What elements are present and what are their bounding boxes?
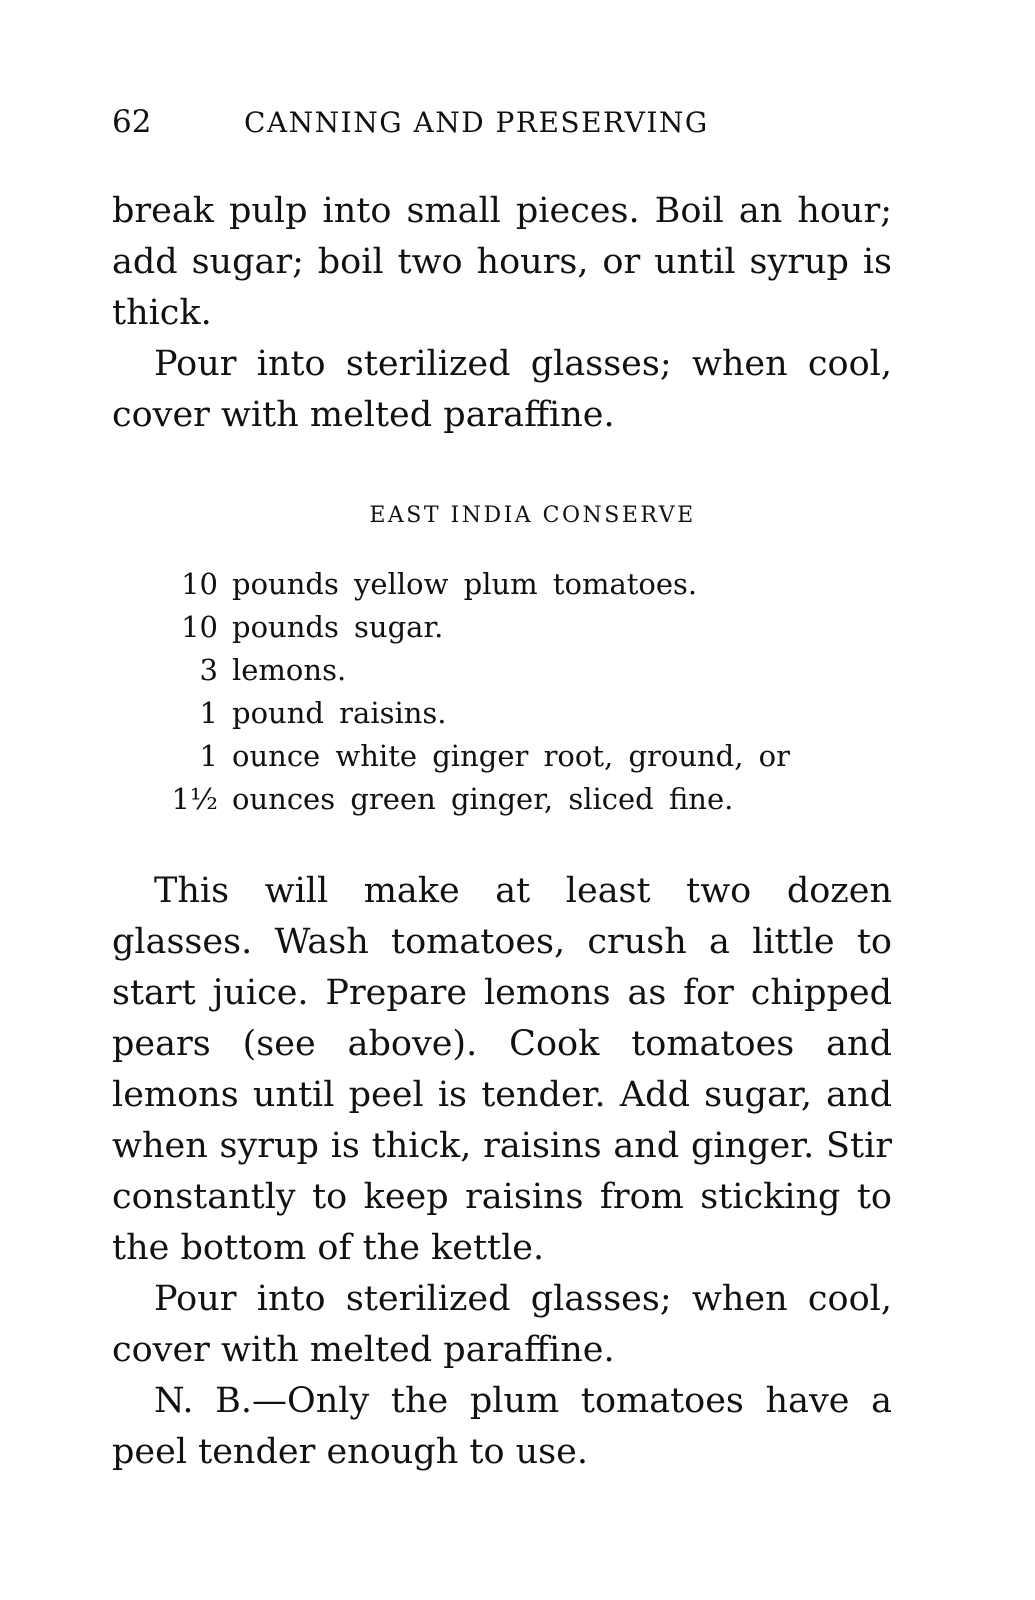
ingredient-item: [140, 653, 880, 696]
previous-recipe-text: [112, 186, 892, 441]
ingredient-text: pounds yellow plum tomatoes.: [232, 567, 698, 601]
paragraph: break pulp into small pieces. Boil an hour; add sugar; boil two hours, or until syrup is thick.: [112, 191, 892, 333]
ingredient-list: [140, 567, 880, 825]
ingredient-quantity: 1: [199, 696, 218, 730]
recipe-title: EAST INDIA CONSERVE: [369, 503, 696, 528]
ingredient-item: [140, 696, 880, 739]
ingredient-item: [140, 739, 880, 782]
ingredient-quantity: 1½: [171, 782, 218, 816]
ingredient-item: [140, 610, 880, 653]
running-head: [112, 104, 915, 154]
ingredient-quantity: 1: [199, 739, 218, 773]
ingredient-text: pounds sugar.: [232, 610, 444, 644]
paragraph: Pour into sterilized glasses; when cool, cover with melted paraffine.: [112, 344, 892, 435]
ingredient-quantity: 10: [181, 610, 218, 644]
ingredient-item: [140, 782, 880, 825]
ingredient-text: ounce white ginger root, ground, or: [232, 739, 791, 773]
paragraph: This will make at least two dozen glasses. Wash tomatoes, crush a little to start juice. Prepare lemons as for chipped pears (see above). Cook tomatoes and lemons until peel is tender. Add sugar, and when syrup is thick, raisins and ginger. Stir constantly to keep raisins from sticking to the bottom of the kettle.: [112, 871, 892, 1268]
page-number: 62: [112, 104, 152, 140]
ingredient-item: [140, 567, 880, 610]
running-title: CANNING AND PRESERVING: [244, 106, 709, 139]
ingredient-quantity: 10: [181, 567, 218, 601]
ingredient-text: lemons.: [232, 653, 347, 687]
ingredient-text: pound raisins.: [232, 696, 447, 730]
ingredient-text: ounces green ginger, sliced fine.: [232, 782, 734, 816]
recipe-method: [112, 866, 892, 1478]
paragraph: Pour into sterilized glasses; when cool, cover with melted paraffine.: [112, 1279, 892, 1370]
note-paragraph: N. B.—Only the plum tomatoes have a peel tender enough to use.: [112, 1381, 892, 1472]
ingredient-quantity: 3: [199, 653, 218, 687]
